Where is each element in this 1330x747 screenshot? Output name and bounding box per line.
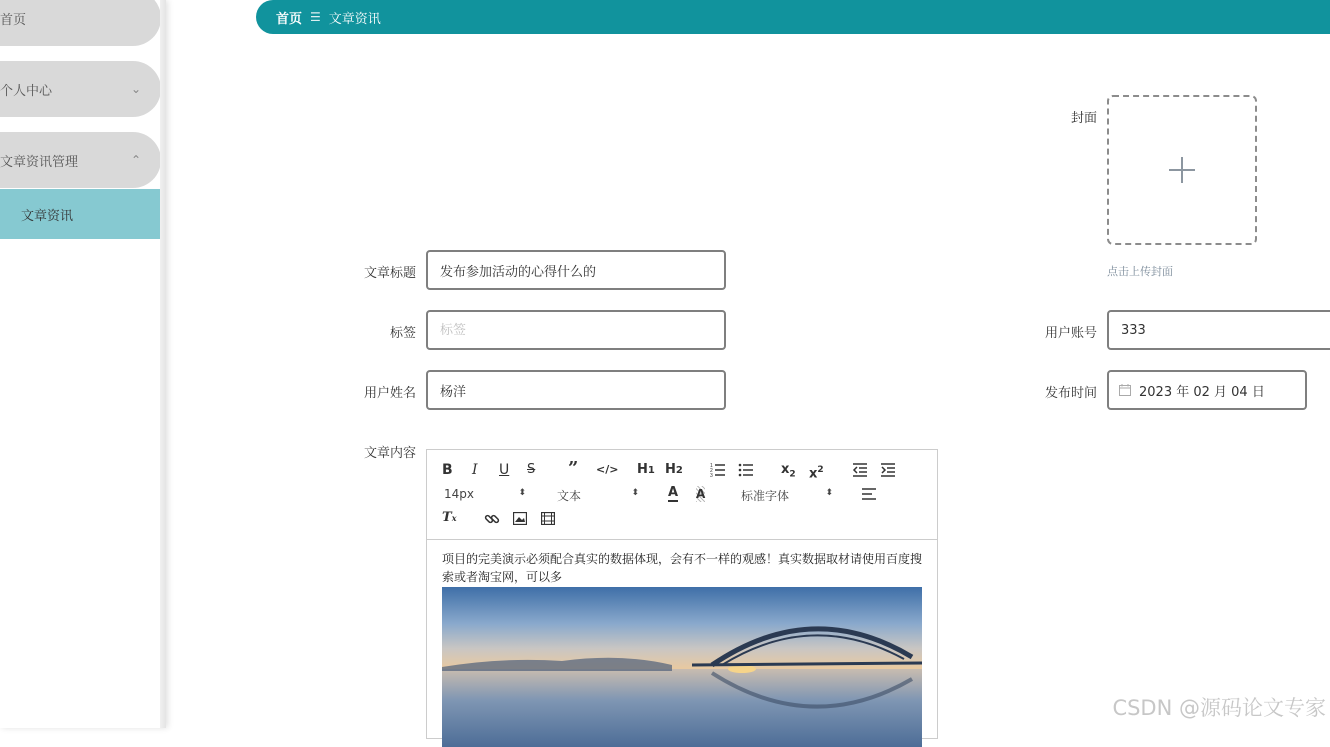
editor-content-text[interactable]: 项目的完美演示必须配合真实的数据体现，会有不一样的观感！真实数据取材请使用百度搜索或者淘宝网，可以多	[442, 552, 923, 584]
heading2-icon[interactable]: H2	[665, 462, 683, 477]
background-color-icon[interactable]: A	[696, 487, 706, 501]
sidebar-item-label: 首页	[0, 12, 27, 28]
font-size-select[interactable]	[444, 487, 526, 501]
content-label: 文章内容	[363, 446, 416, 461]
sidebar-item-personal-center[interactable]	[0, 61, 161, 117]
editor-toolbar	[427, 450, 937, 540]
title-input[interactable]	[426, 250, 726, 290]
sidebar-subitem-articles[interactable]	[0, 189, 161, 239]
header-select[interactable]	[557, 487, 639, 504]
title-label: 文章标题	[363, 266, 416, 281]
superscript-icon[interactable]: $x^2$	[809, 465, 824, 482]
clear-format-icon[interactable]: Tx	[442, 510, 457, 525]
link-icon[interactable]	[484, 511, 500, 527]
breadcrumb-current: 文章资讯	[328, 11, 381, 27]
svg-text:2: 2	[710, 468, 713, 474]
publish-date-value: 2023 年 02 月 04 日	[1139, 384, 1265, 400]
sidebar-item-label: 个人中心	[0, 83, 53, 99]
font-color-icon[interactable]: A	[668, 485, 679, 500]
breadcrumb	[256, 0, 1330, 34]
rich-text-editor	[426, 449, 938, 739]
strikethrough-icon[interactable]: S	[527, 462, 536, 477]
bullet-list-icon[interactable]	[738, 462, 754, 478]
account-label: 用户账号	[1044, 326, 1097, 341]
username-input[interactable]	[426, 370, 726, 410]
subscript-icon[interactable]: $x_2$	[781, 462, 796, 480]
align-icon[interactable]	[861, 487, 877, 501]
editor-content-image	[442, 587, 922, 747]
plus-icon	[1167, 155, 1197, 185]
ordered-list-icon[interactable]	[710, 462, 726, 478]
cover-upload-button[interactable]	[1107, 95, 1257, 245]
font-family-select[interactable]	[741, 487, 833, 504]
chevron-down-icon: ⌄	[130, 82, 141, 96]
indent-icon[interactable]	[880, 462, 896, 478]
blockquote-icon[interactable]: ”	[568, 458, 579, 479]
account-input[interactable]	[1107, 310, 1330, 350]
sidebar-item-label: 文章资讯管理	[0, 154, 79, 170]
sidebar-item-article-management[interactable]	[0, 132, 161, 188]
publish-time-label: 发布时间	[1044, 386, 1097, 401]
watermark: CSDN @源码论文专家	[1112, 696, 1326, 720]
chevron-up-icon: ⌃	[130, 153, 141, 167]
outdent-icon[interactable]	[852, 462, 868, 478]
sidebar	[0, 0, 166, 728]
image-icon[interactable]	[513, 512, 527, 525]
sidebar-subitem-label: 文章资讯	[21, 208, 74, 224]
font-size-value: 14px	[444, 487, 474, 501]
breadcrumb-separator-icon: ☰	[310, 10, 321, 24]
cover-upload-hint: 点击上传封面	[1107, 265, 1173, 278]
video-icon[interactable]	[541, 512, 555, 525]
breadcrumb-home[interactable]: 首页	[276, 11, 303, 27]
font-family-value: 标准字体	[741, 489, 790, 503]
tag-label: 标签	[389, 326, 416, 341]
underline-icon[interactable]: U	[499, 462, 510, 478]
heading1-icon[interactable]: H1	[637, 462, 655, 477]
code-block-icon[interactable]: </>	[596, 463, 619, 476]
header-select-value: 文本	[557, 489, 582, 503]
svg-text:3: 3	[710, 473, 713, 478]
italic-icon[interactable]: I	[472, 462, 478, 478]
svg-text:1: 1	[710, 463, 713, 469]
cover-label: 封面	[1070, 111, 1097, 126]
username-label: 用户姓名	[363, 386, 416, 401]
publish-date-picker[interactable]	[1107, 370, 1307, 410]
bold-icon[interactable]: B	[442, 462, 453, 478]
select-arrows-icon: ⬍	[825, 488, 833, 498]
select-arrows-icon: ⬍	[631, 488, 639, 498]
sidebar-item-home[interactable]	[0, 0, 161, 46]
select-arrows-icon: ⬍	[518, 488, 526, 498]
tag-input[interactable]	[426, 310, 726, 350]
bridge-lake-image	[442, 587, 922, 747]
calendar-icon	[1119, 384, 1131, 396]
